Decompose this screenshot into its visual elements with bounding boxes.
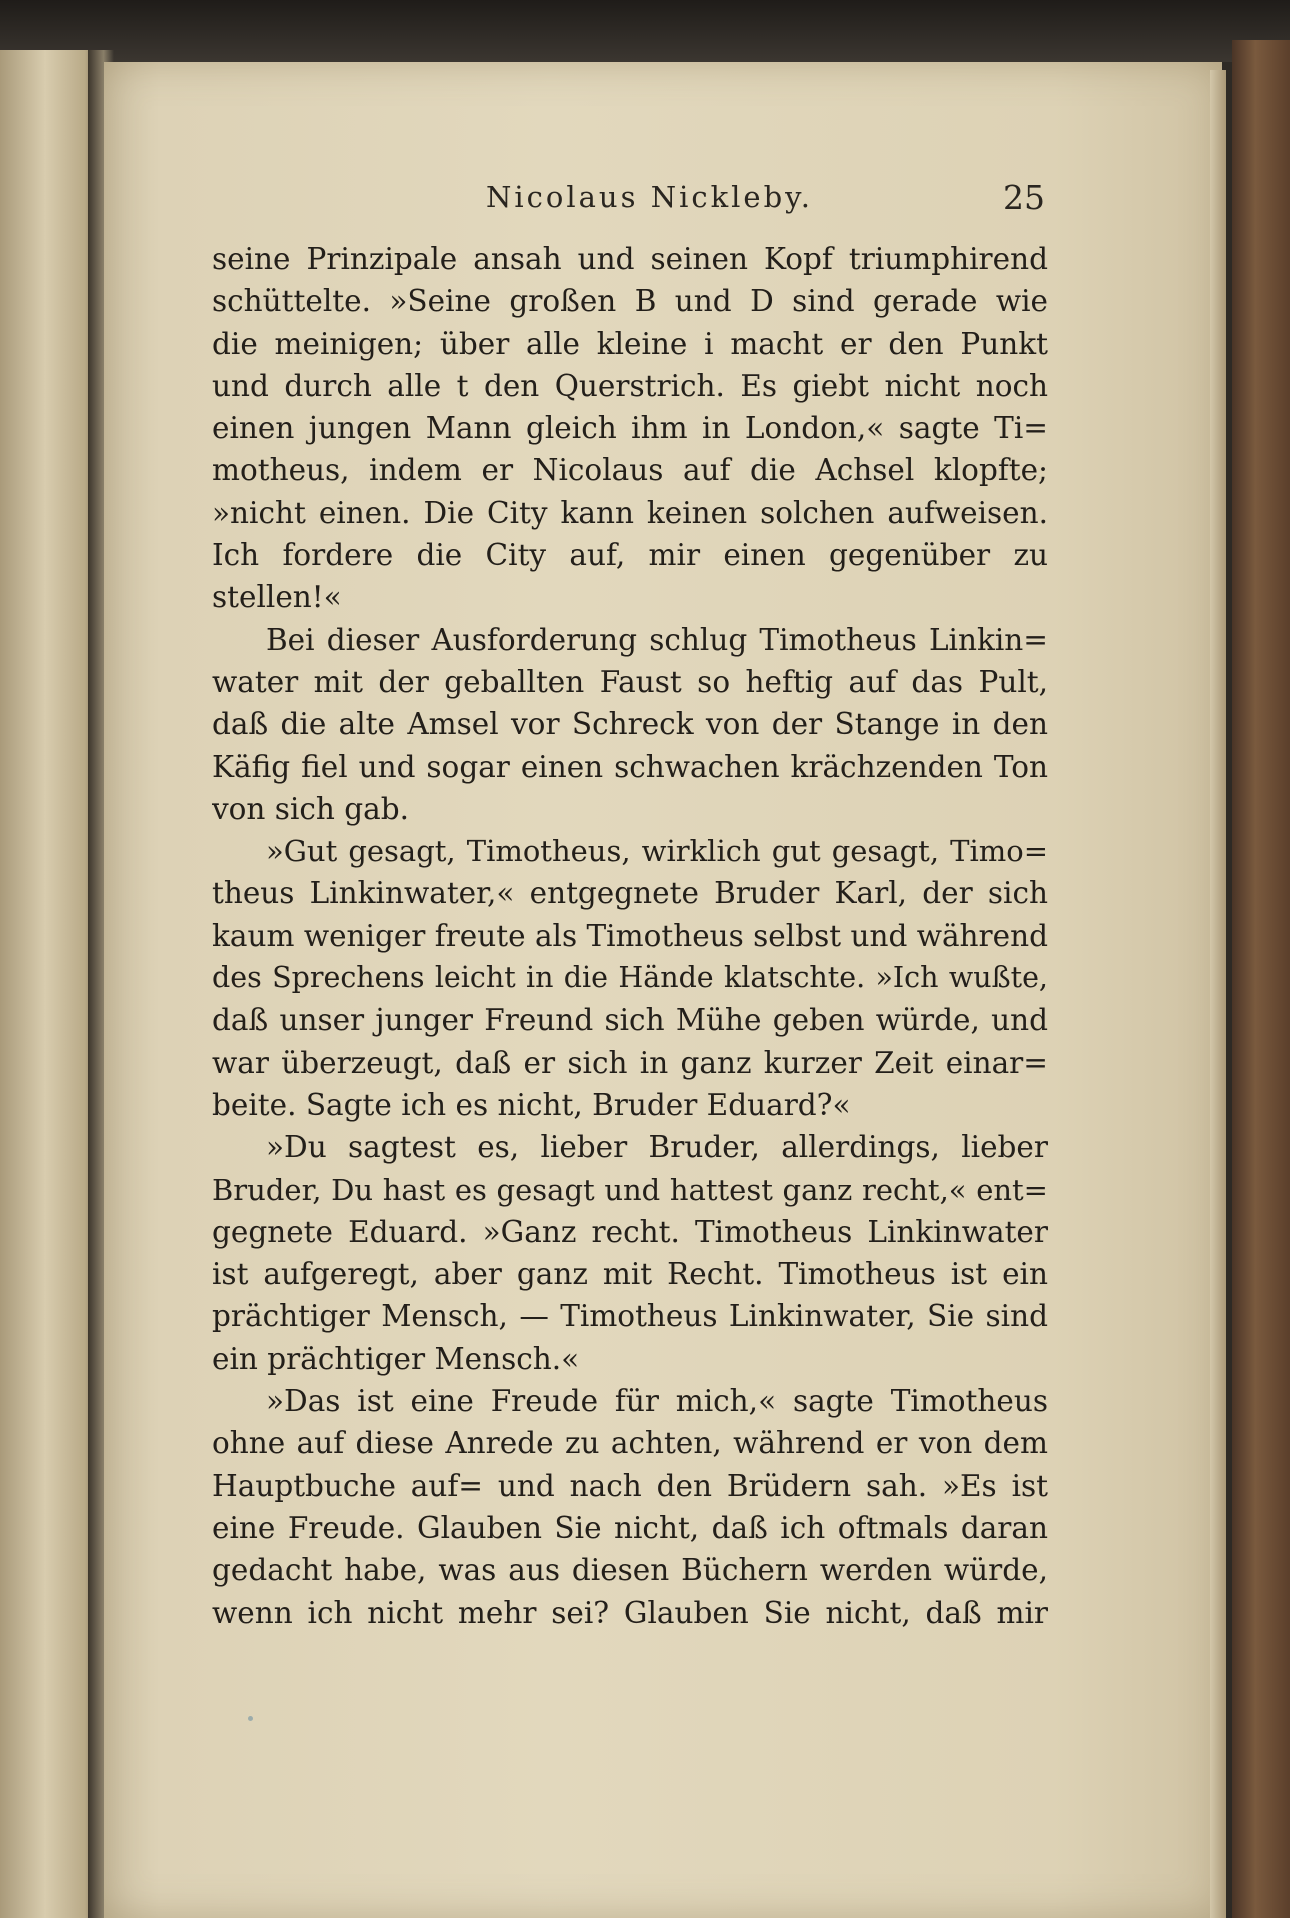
text-line: »nicht einen. Die City kann keinen solchen aufweisen. bbox=[212, 495, 1048, 530]
text-line: »Gut gesagt, Timotheus, wirklich gut gesagt, Timo= bbox=[266, 834, 1048, 869]
text-line: ohne auf diese Anrede zu achten, während er von dem bbox=[212, 1426, 1048, 1461]
text-line: Käfig fiel und sogar einen schwachen krächzenden Ton bbox=[212, 749, 1048, 784]
text-line: Hauptbuche auf= und nach den Brüdern sah. »Es ist bbox=[212, 1468, 1048, 1503]
text-line: theus Linkinwater,« entgegnete Bruder Karl, der sich bbox=[212, 876, 1048, 911]
body-text bbox=[212, 238, 1048, 1634]
text-line: beite. Sagte ich es nicht, Bruder Eduard?« bbox=[212, 1087, 851, 1122]
page-number: 25 bbox=[1003, 178, 1045, 217]
book-cover-edge bbox=[1232, 40, 1290, 1918]
text-line: kaum weniger freute als Timotheus selbst und während bbox=[212, 918, 1048, 953]
text-line: daß die alte Amsel vor Schreck von der Stange in den bbox=[212, 707, 1048, 742]
text-line: ein prächtiger Mensch.« bbox=[212, 1341, 580, 1376]
text-line: Ich fordere die City auf, mir einen gegenüber zu bbox=[212, 538, 1048, 573]
paper-speck bbox=[248, 1716, 253, 1721]
text-line: schüttelte. »Seine großen B und D sind gerade wie bbox=[212, 284, 1048, 319]
text-line: gedacht habe, was aus diesen Büchern werden würde, bbox=[212, 1553, 1048, 1588]
text-line: wenn ich nicht mehr sei? Glauben Sie nicht, daß mir bbox=[212, 1595, 1048, 1630]
text-line: des Sprechens leicht in die Hände klatschte. »Ich wußte, bbox=[212, 961, 1048, 995]
text-line: einen jungen Mann gleich ihm in London,« sagte Ti= bbox=[212, 411, 1048, 446]
text-line: stellen!« bbox=[212, 580, 342, 615]
text-line: Bei dieser Ausforderung schlug Timotheus Linkin= bbox=[266, 622, 1048, 657]
page-header bbox=[210, 178, 1055, 224]
text-line: und durch alle t den Querstrich. Es giebt nicht noch bbox=[212, 368, 1048, 403]
text-line: war überzeugt, daß er sich in ganz kurzer Zeit einar= bbox=[212, 1045, 1048, 1080]
text-line: motheus, indem er Nicolaus auf die Achsel klopfte; bbox=[212, 453, 1048, 488]
text-line: »Das ist eine Freude für mich,« sagte Timotheus bbox=[266, 1384, 1048, 1419]
text-line: prächtiger Mensch, — Timotheus Linkinwater, Sie sind bbox=[212, 1299, 1048, 1334]
text-line: daß unser junger Freund sich Mühe geben würde, und bbox=[212, 1003, 1048, 1038]
text-line: eine Freude. Glauben Sie nicht, daß ich oftmals daran bbox=[212, 1510, 1048, 1545]
facing-page bbox=[0, 50, 100, 1918]
book-cover-top bbox=[0, 0, 1290, 62]
text-line: ist aufgeregt, aber ganz mit Recht. Timotheus ist ein bbox=[212, 1257, 1048, 1292]
page-edge bbox=[1210, 70, 1226, 1918]
text-line: von sich gab. bbox=[212, 791, 410, 826]
running-title: Nicolaus Nickleby. bbox=[486, 180, 813, 214]
text-line: water mit der geballten Faust so heftig auf das Pult, bbox=[212, 664, 1048, 699]
text-line: die meinigen; über alle kleine i macht er den Punkt bbox=[212, 326, 1048, 361]
text-line: Bruder, Du hast es gesagt und hattest ganz recht,« ent= bbox=[212, 1172, 1048, 1207]
text-line: seine Prinzipale ansah und seinen Kopf triumphirend bbox=[212, 242, 1048, 276]
text-line: gegnete Eduard. »Ganz recht. Timotheus Linkinwater bbox=[212, 1214, 1048, 1249]
text-line: »Du sagtest es, lieber Bruder, allerdings, lieber bbox=[266, 1130, 1048, 1165]
